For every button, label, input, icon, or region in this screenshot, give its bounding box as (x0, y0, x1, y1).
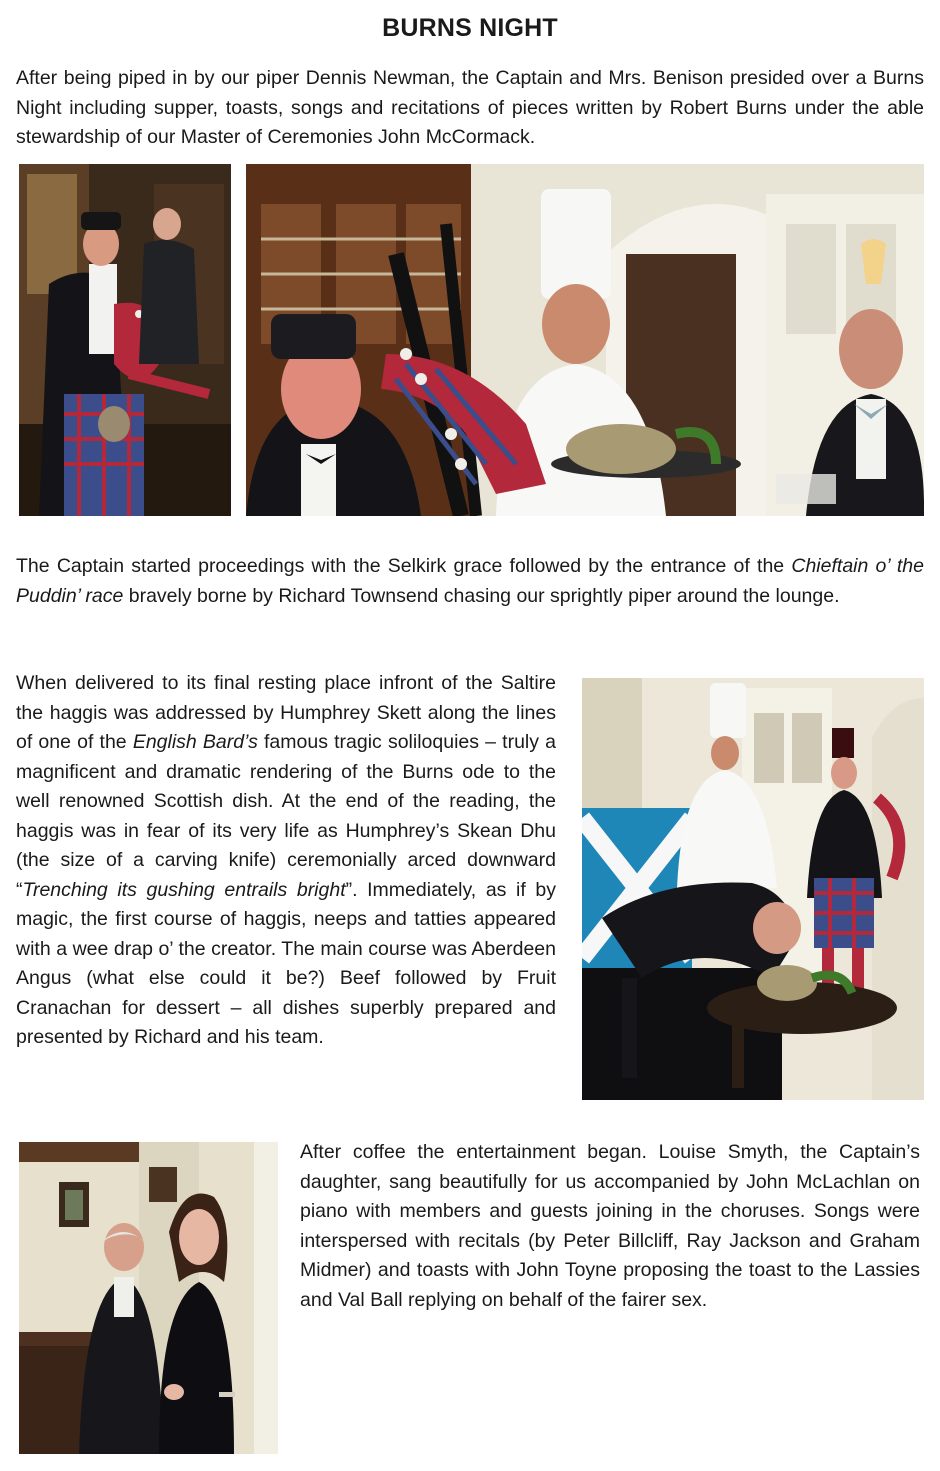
piper-procession-photo (19, 164, 231, 516)
chieftain-quote: Chieftain o’ the Puddin’ race (16, 555, 924, 607)
haggis-address-paragraph (16, 669, 556, 1053)
address-text-1: When delivered to its final resting place infront of the Saltire the haggis was addressed by Humphrey Skett along the lines of one of the (16, 672, 556, 753)
trenching-quote: Trenching its gushing entrails bright (22, 878, 346, 901)
haggis-procession-photo (246, 164, 924, 516)
intro-paragraph: After being piped in by our piper Dennis Newman, the Captain and Mrs. Benison presided over a Burns Night including supper, toasts, songs and recitations of pieces written by Robert Burns under the able stewardship of our Master of Ceremonies John McCormack. (16, 67, 924, 148)
haggis-address-photo (582, 678, 924, 1100)
address-text-2: famous tragic soliloquies – truly a magnificent and dramatic rendering of the Burns ode to the well renowned Scottish dish. At the end of the reading, the haggis was in fear of its very life as Humphrey’s (16, 731, 557, 842)
english-bard-phrase: English Bard’s (132, 731, 258, 753)
entertainment-paragraph: After coffee the entertainment began. Louise Smyth, the Captain’s daughter, sang beautifully for us accompanied by John McLachlan on piano with members and guests joining in the choruses. Songs were interspersed with recitals (by Peter Billcliff, Ray Jackson and Graham Midmer) and toasts with John Toyne proposing the toast to the Lassies and Val Ball replying on behalf of the fairer sex. (300, 1141, 920, 1311)
address-text-3: (the size of a carving knife) ceremonially arced downward “ (16, 849, 556, 901)
singer-pianist-photo (19, 1142, 278, 1454)
grace-text-end: bravely borne by Richard Townsend chasing our sprightly piper around the lounge. (123, 584, 840, 607)
grace-paragraph (16, 552, 924, 611)
page-title: BURNS NIGHT (382, 14, 558, 42)
skean-dhu-term: Skean Dhu (457, 819, 556, 842)
address-text-4: ”. Immediately, as if by magic, the first course of haggis, neeps and tatties appeared with a wee drap o’ the creator. The main course was Aberdeen Angus (what else could it be?) Beef followed by Fruit Cranachan for dessert – all dishes superbly prepared and presented by Richard and his team. (16, 878, 556, 1048)
grace-text-start: The Captain started proceedings with the Selkirk grace followed by the entrance of the (16, 555, 792, 577)
